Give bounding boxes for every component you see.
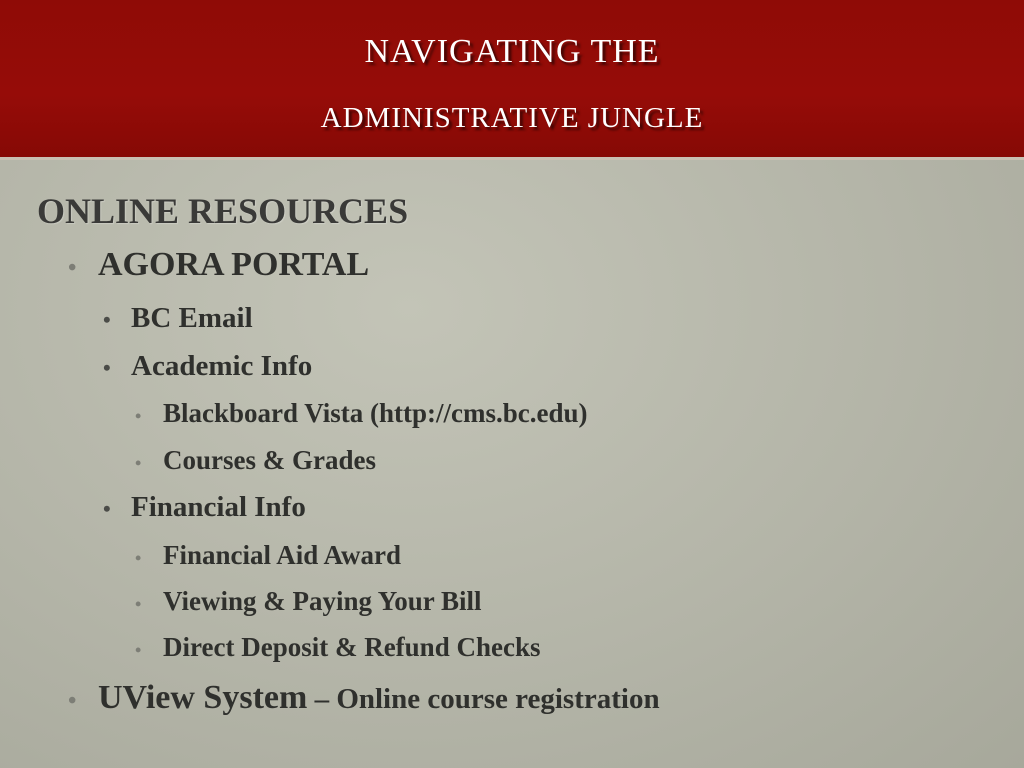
bullet-icon: • <box>68 688 77 714</box>
title-banner <box>0 0 1024 160</box>
bullet-icon: • <box>135 406 142 426</box>
bullet-icon: • <box>103 496 111 521</box>
list-item-text: Courses & Grades <box>163 445 376 475</box>
list-item-text: BC Email <box>131 302 253 334</box>
list-item-text: Financial Info <box>131 491 306 523</box>
list-item-text: Blackboard Vista (http://cms.bc.edu) <box>163 398 588 428</box>
slide-title-line-2: ADMINISTRATIVE JUNGLE <box>320 102 704 134</box>
list-item-financial-info <box>103 491 306 524</box>
list-item-bc-email <box>103 302 253 335</box>
list-item-courses-grades <box>135 445 376 476</box>
list-item-uview-system <box>68 679 660 717</box>
bullet-icon: • <box>135 453 142 473</box>
list-item-viewing-paying-bill <box>135 586 482 617</box>
slide-title-line-1: NAVIGATING THE <box>364 33 660 70</box>
list-item-text: AGORA PORTAL <box>98 246 370 283</box>
list-item-text: Financial Aid Award <box>163 540 402 570</box>
list-item-text: UView System <box>98 679 308 716</box>
list-item-text: Academic Info <box>131 350 313 382</box>
list-item-agora-portal <box>68 246 369 284</box>
bullet-icon: • <box>103 307 111 332</box>
bullet-icon: • <box>135 548 142 568</box>
list-item-blackboard-vista <box>135 398 588 429</box>
list-item-academic-info <box>103 350 312 383</box>
section-heading: ONLINE RESOURCES <box>37 191 409 231</box>
list-item-direct-deposit <box>135 632 540 663</box>
list-item-text: Direct Deposit & Refund Checks <box>163 632 541 662</box>
bullet-icon: • <box>68 255 77 281</box>
bullet-icon: • <box>135 594 142 614</box>
list-item-suffix: – Online course registration <box>307 683 660 715</box>
bullet-icon: • <box>135 640 142 660</box>
list-item-financial-aid-award <box>135 540 401 571</box>
bullet-icon: • <box>103 355 111 380</box>
list-item-text: Viewing & Paying Your Bill <box>163 586 482 616</box>
